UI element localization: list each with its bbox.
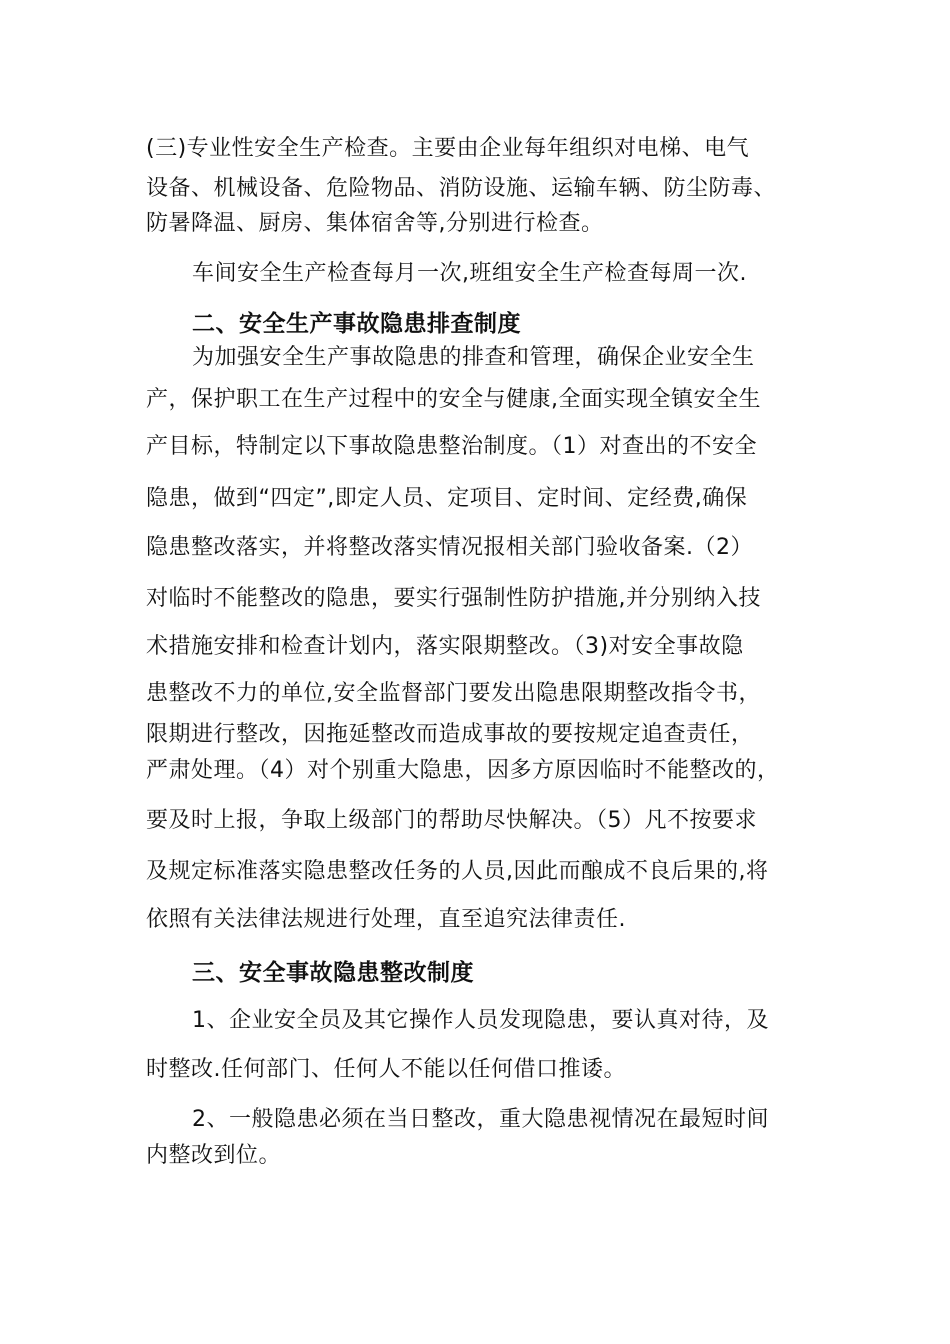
text-line: 2、一般隐患必须在当日整改，重大隐患视情况在最短时间: [192, 1107, 769, 1132]
text-line: 产目标，特制定以下事故隐患整治制度。（1）对查出的不安全: [146, 434, 757, 459]
text-line: 设备、机械设备、危险物品、消防设施、运输车辆、防尘防毒、: [146, 176, 777, 201]
text-line: 患整改不力的单位,安全监督部门要发出隐患限期整改指令书，: [146, 681, 761, 706]
text-line: 严肃处理。（4）对个别重大隐患，因多方原因临时不能整改的，: [146, 758, 780, 783]
section-heading: 三、安全事故隐患整改制度: [192, 960, 474, 986]
text-line: 车间安全生产检查每月一次,班组安全生产检查每周一次.: [192, 261, 747, 286]
text-line: (三)专业性安全生产检查。主要由企业每年组织对电梯、电气: [146, 136, 750, 161]
text-line: 产，保护职工在生产过程中的安全与健康,全面实现全镇安全生: [146, 387, 761, 412]
text-line: 要及时上报，争取上级部门的帮助尽快解决。（5）凡不按要求: [146, 808, 757, 833]
text-line: 依照有关法律法规进行处理，直至追究法律责任.: [146, 907, 626, 932]
text-line: 隐患，做到“四定”,即定人员、定项目、定时间、定经费,确保: [146, 486, 748, 511]
text-line: 内整改到位。: [146, 1143, 282, 1168]
text-line: 时整改.任何部门、任何人不能以任何借口推诿。: [146, 1057, 626, 1082]
text-line: 隐患整改落实，并将整改落实情况报相关部门验收备案.（2）: [146, 535, 753, 560]
text-line: 为加强安全生产事故隐患的排查和管理，确保企业安全生: [192, 345, 755, 370]
section-heading: 二、安全生产事故隐患排查制度: [192, 311, 521, 337]
text-line: 1、企业安全员及其它操作人员发现隐患，要认真对待，及: [192, 1008, 769, 1033]
text-line: 及规定标准落实隐患整改任务的人员,因此而酿成不良后果的,将: [146, 859, 769, 884]
text-line: 对临时不能整改的隐患，要实行强制性防护措施,并分别纳入技: [146, 586, 761, 611]
text-line: 防暑降温、厨房、集体宿舍等,分别进行检查。: [146, 211, 604, 236]
text-line: 限期进行整改，因拖延整改而造成事故的要按规定追查责任，: [146, 722, 754, 747]
text-line: 术措施安排和检查计划内，落实限期整改。（3)对安全事故隐: [146, 634, 744, 659]
